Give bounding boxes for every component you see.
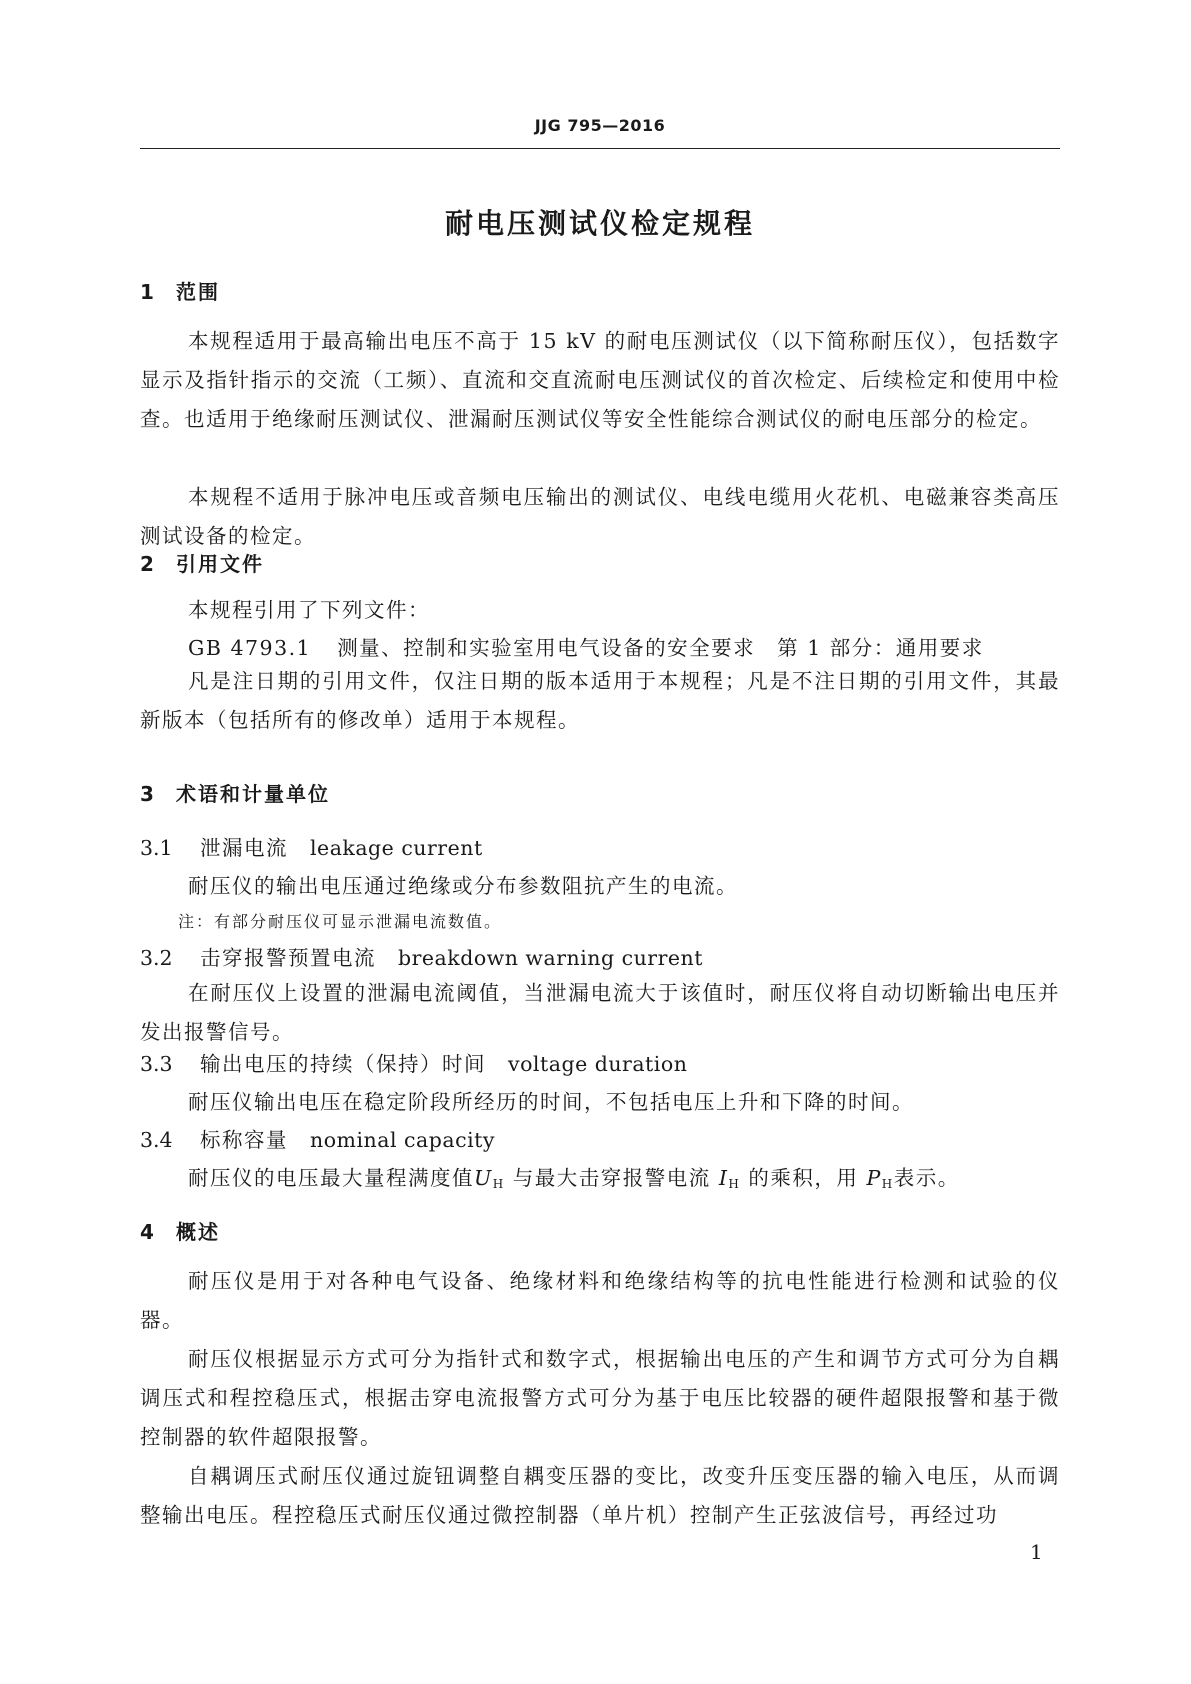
term-number: 3.4 <box>140 1128 173 1152</box>
term-number: 3.2 <box>140 946 173 970</box>
term-english: leakage current <box>310 836 483 860</box>
section-number: 2 <box>140 552 156 576</box>
term-english: voltage duration <box>508 1052 688 1076</box>
paragraph: 耐压仪是用于对各种电气设备、绝缘材料和绝缘结构等的抗电性能进行检测和试验的仪器。 <box>140 1269 1060 1332</box>
definition-text: 与最大击穿报警电流 <box>512 1166 711 1190</box>
standard-code: JJG 795—2016 <box>534 116 666 135</box>
page-number: 1 <box>1030 1540 1043 1564</box>
term-3-2 <box>140 944 703 972</box>
header-rule <box>140 148 1060 149</box>
paragraph: 本规程适用于最高输出电压不高于 15 kV 的耐电压测试仪（以下简称耐压仪），包括数字显示及指针指示的交流（工频）、直流和交直流耐电压测试仪的首次检定、后续检定和使用中检查。也适用于绝缘耐压测试仪、泄漏耐压测试仪等安全性能综合测试仪的耐电压部分的检定。 <box>140 329 1060 431</box>
section-title: 范围 <box>176 280 220 304</box>
paragraph: 本规程不适用于脉冲电压或音频电压输出的测试仪、电线电缆用火花机、电磁兼容类高压测试设备的检定。 <box>140 485 1060 548</box>
term-note: 注：有部分耐压仪可显示泄漏电流数值。 <box>178 912 503 931</box>
term-english: nominal capacity <box>310 1128 495 1152</box>
reference-entry <box>188 634 984 662</box>
definition-text: 表示。 <box>893 1166 960 1190</box>
section-number: 3 <box>140 782 156 806</box>
section-3-heading <box>140 778 330 807</box>
definition-text: 耐压仪的电压最大量程满度值 <box>188 1166 474 1190</box>
term-3-1 <box>140 834 483 862</box>
term-chinese: 击穿报警预置电流 <box>200 946 376 970</box>
subscript: H <box>881 1177 894 1191</box>
term-english: breakdown warning current <box>398 946 703 970</box>
paragraph: 凡是注日期的引用文件，仅注日期的版本适用于本规程；凡是不注日期的引用文件，其最新版本（包括所有的修改单）适用于本规程。 <box>140 669 1060 732</box>
term-number: 3.3 <box>140 1052 173 1076</box>
symbol-u: U <box>474 1166 493 1190</box>
term-3-4 <box>140 1126 495 1154</box>
term-definition: 耐压仪输出电压在稳定阶段所经历的时间，不包括电压上升和下降的时间。 <box>188 1090 914 1114</box>
subscript: H <box>492 1177 505 1191</box>
definition-text: 的乘积，用 <box>748 1166 859 1190</box>
term-definition: 耐压仪的输出电压通过绝缘或分布参数阻抗产生的电流。 <box>188 874 738 898</box>
term-definition <box>188 1164 960 1198</box>
term-chinese: 泄漏电流 <box>200 836 288 860</box>
section-4-heading <box>140 1216 220 1245</box>
section-2-heading <box>140 548 264 577</box>
term-chinese: 输出电压的持续（保持）时间 <box>200 1052 486 1076</box>
paragraph: 自耦调压式耐压仪通过旋钮调整自耦变压器的变比，改变升压变压器的输入电压，从而调整输出电压。程控稳压式耐压仪通过微控制器（单片机）控制产生正弦波信号，再经过功 <box>140 1464 1060 1527</box>
page-title: 耐电压测试仪检定规程 <box>444 207 755 240</box>
section-number: 4 <box>140 1220 156 1244</box>
reference-code: GB 4793.1 <box>188 636 312 660</box>
section-title: 引用文件 <box>176 552 264 576</box>
section-number: 1 <box>140 280 156 304</box>
section-1-heading <box>140 276 220 305</box>
term-definition: 在耐压仪上设置的泄漏电流阈值，当泄漏电流大于该值时，耐压仪将自动切断输出电压并发出报警信号。 <box>140 981 1060 1044</box>
subscript: H <box>728 1177 741 1191</box>
reference-title: 测量、控制和实验室用电气设备的安全要求 第 1 部分：通用要求 <box>337 636 984 660</box>
term-chinese: 标称容量 <box>200 1128 288 1152</box>
reference-intro: 本规程引用了下列文件： <box>188 598 430 622</box>
section-title: 术语和计量单位 <box>176 782 330 806</box>
term-3-3 <box>140 1050 687 1078</box>
paragraph: 耐压仪根据显示方式可分为指针式和数字式，根据输出电压的产生和调节方式可分为自耦调压式和程控稳压式，根据击穿电流报警方式可分为基于电压比较器的硬件超限报警和基于微控制器的软件超限报警。 <box>140 1347 1060 1449</box>
term-number: 3.1 <box>140 836 173 860</box>
symbol-p: P <box>866 1166 882 1190</box>
symbol-i: I <box>718 1166 729 1190</box>
section-title: 概述 <box>176 1220 220 1244</box>
